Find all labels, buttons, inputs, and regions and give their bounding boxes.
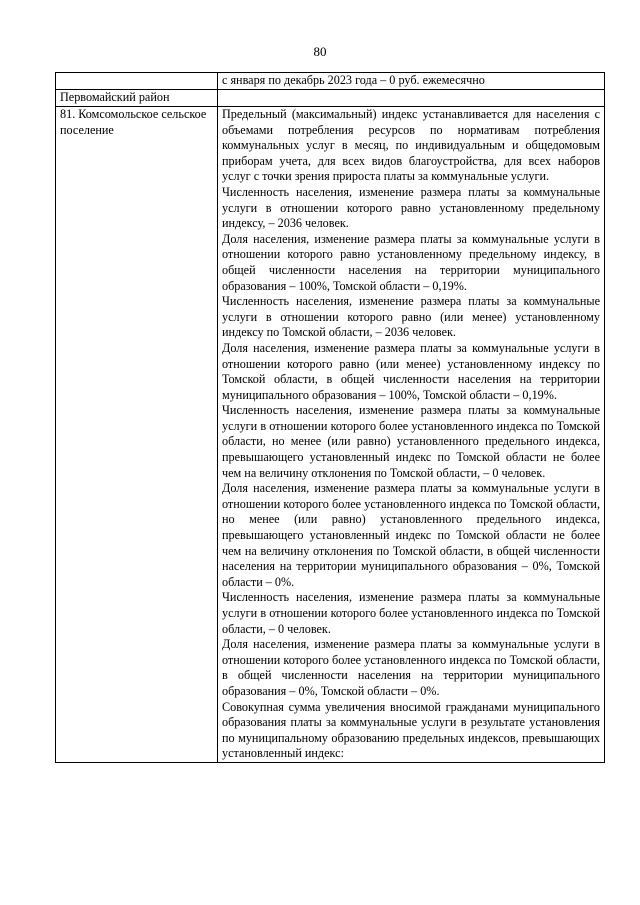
paragraph: Совокупная сумма увеличения вносимой гражданами муниципального образования платы за коммунальные услуги в результате установления по муниципальному образованию предельных индексов, превышающих установленный индекс: bbox=[222, 699, 600, 761]
page-number: 80 bbox=[313, 44, 327, 59]
paragraph: Численность населения, изменение размера платы за коммунальные услуги в отношении которого более установленного индекса по Томской области, – 0 человек. bbox=[222, 590, 600, 636]
paragraph: Численность населения, изменение размера платы за коммунальные услуги в отношении которого более установленного индекса по Томской области, но менее (или равно) установленного предельного индекса, превышающего установленный индекс по Томской области не более чем на величину отклонения по Томской области, – 0 человек. bbox=[222, 403, 600, 480]
paragraph: Доля населения, изменение размера платы за коммунальные услуги в отношении которого равно (или менее) установленному индексу по Томской области, в общей численности населения на территории муниципального образования – 100%, Томской области – 0,19%. bbox=[222, 340, 600, 402]
settlement-name: 81. Комсомольское сельское поселение bbox=[56, 107, 218, 763]
table-row bbox=[56, 73, 605, 90]
table-row bbox=[56, 90, 605, 107]
tariff-table bbox=[55, 72, 605, 763]
table-row bbox=[56, 107, 605, 763]
paragraph: Численность населения, изменение размера платы за коммунальные услуги в отношении которого равно установленному предельному индексу, – 2036 человек. bbox=[222, 184, 600, 231]
table-cell-right: с января по декабрь 2023 года – 0 руб. ежемесячно bbox=[218, 73, 605, 90]
paragraph: Доля населения, изменение размера платы за коммунальные услуги в отношении которого более установленного индекса по Томской области, но менее (или равно) установленного предельного индекса, превышающего установленный индекс по Томской области не более чем на величину отклонения по Томской области, в общей численности населения на территории муниципального образования – 0%, Томской области – 0%. bbox=[222, 481, 600, 589]
paragraph: Предельный (максимальный) индекс устанавливается для населения с объемами потребления ресурсов по нормативам потребления коммунальных услуг в месяц, по индивидуальным и общедомовым приборам учета, для всех видов благоустройства, для всех наборов услуг с точки зрения прироста платы за коммунальные услуги. bbox=[222, 107, 600, 184]
paragraph: Доля населения, изменение размера платы за коммунальные услуги в отношении которого более установленного индекса по Томской области, в общей численности населения на территории муниципального образования – 0%, Томской области – 0%. bbox=[222, 637, 600, 698]
table-cell-right bbox=[218, 90, 605, 107]
paragraph: Численность населения, изменение размера платы за коммунальные услуги в отношении которого равно (или менее) установленному индексу по Томской области, – 2036 человек. bbox=[222, 294, 600, 340]
paragraph: Доля населения, изменение размера платы за коммунальные услуги в отношении которого равно установленному предельному индексу, в общей численности населения на территории муниципального образования – 100%, Томской области – 0,19%. bbox=[222, 231, 600, 293]
district-name: Первомайский район bbox=[56, 90, 218, 107]
settlement-description bbox=[218, 107, 605, 763]
table-cell-left bbox=[56, 73, 218, 90]
